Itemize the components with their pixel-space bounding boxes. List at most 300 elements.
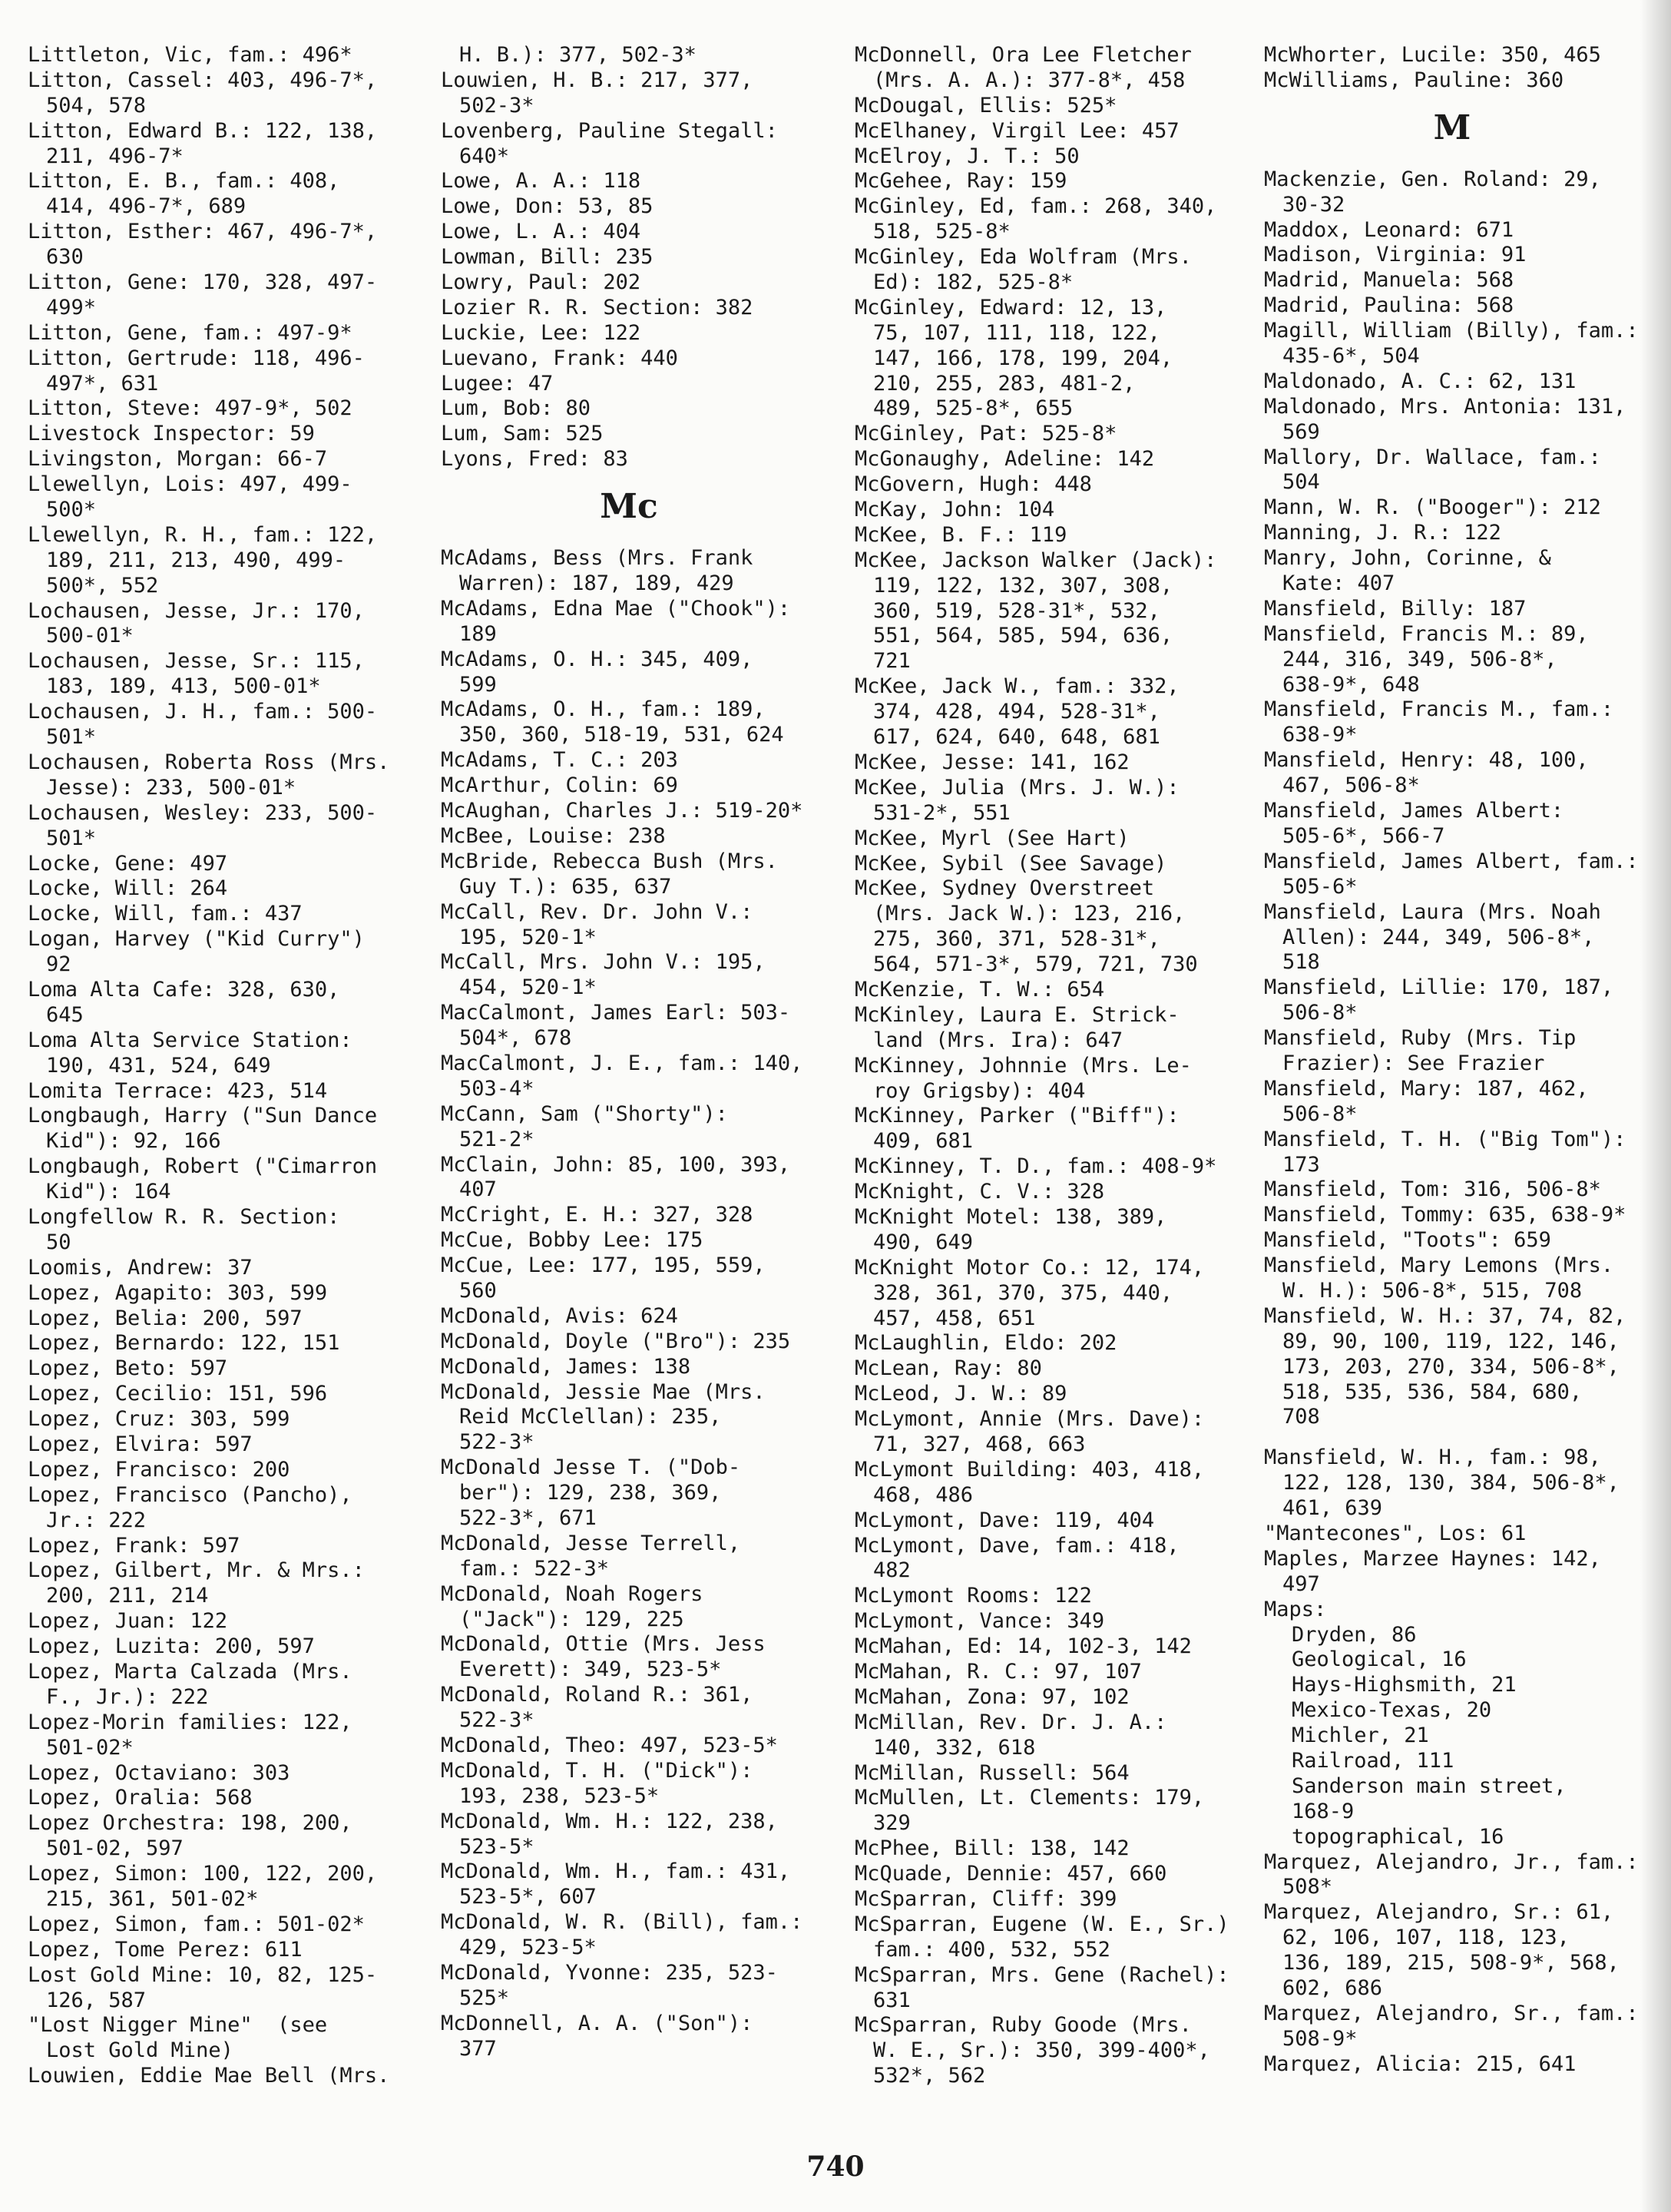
index-entry-continuation: 189 — [459, 621, 497, 646]
index-entry-continuation: 360, 519, 528-31*, 532, — [873, 598, 1160, 623]
index-entry-continuation: 211, 496-7* — [46, 144, 184, 168]
page-number: 740 — [806, 2151, 865, 2183]
index-entry: McDonald, James: 138 — [441, 1354, 691, 1379]
index-entry-continuation: 497*, 631 — [46, 371, 159, 396]
index-entry: Lopez, Elvira: 597 — [28, 1432, 253, 1456]
index-entry-continuation: Kid"): 164 — [46, 1180, 171, 1204]
index-entry-continuation: 329 — [873, 1811, 911, 1836]
index-entry: Loma Alta Cafe: 328, 630, — [28, 977, 340, 1002]
index-entry: Luckie, Lee: 122 — [441, 320, 641, 345]
index-column-4 — [1264, 43, 1671, 2078]
index-entry: Lopez, Juan: 122 — [28, 1609, 228, 1634]
index-entry-continuation: Warren): 187, 189, 429 — [459, 571, 734, 596]
index-entry: McLean, Ray: 80 — [855, 1356, 1042, 1381]
index-entry: Littleton, Vic, fam.: 496* — [28, 43, 352, 67]
index-entry-continuation: W. E., Sr.): 350, 399-400*, — [873, 2038, 1210, 2063]
index-entry-continuation: fam.: 522-3* — [459, 1556, 610, 1581]
index-entry: Lopez, Simon, fam.: 501-02* — [28, 1912, 365, 1936]
index-entry: Mann, W. R. ("Booger"): 212 — [1264, 495, 1601, 520]
index-entry-continuation: ("Jack"): 129, 225 — [459, 1607, 684, 1631]
index-entry: McKay, John: 104 — [855, 498, 1055, 522]
index-entry: "Mantecones", Los: 61 — [1264, 1521, 1527, 1545]
index-entry: Manry, John, Corinne, & — [1264, 546, 1551, 571]
index-entry-continuation: Mexico-Texas, 20 — [1292, 1698, 1492, 1723]
line-gap — [1264, 1430, 1671, 1445]
index-entry: McDonald, Theo: 497, 523-5* — [441, 1734, 778, 1757]
index-entry-continuation: (Mrs. Jack W.): 123, 216, — [873, 902, 1186, 926]
index-entry: Locke, Will, fam.: 437 — [28, 902, 303, 926]
index-entry-continuation: Dryden, 86 — [1292, 1622, 1417, 1647]
index-entry-continuation: Kid"): 92, 166 — [46, 1129, 221, 1154]
index-entry: McSparran, Mrs. Gene (Rachel): — [855, 1962, 1229, 1987]
index-entry: Lomita Terrace: 423, 514 — [28, 1078, 328, 1103]
index-entry: McLymont, Annie (Mrs. Dave): — [855, 1407, 1205, 1432]
index-entry: McWhorter, Lucile: 350, 465 — [1264, 43, 1601, 67]
index-entry-continuation: 173, 203, 270, 334, 506-8*, — [1282, 1354, 1620, 1379]
index-entry: McKinley, Laura E. Strick- — [855, 1002, 1180, 1027]
index-entry: Mansfield, James Albert, fam.: — [1264, 849, 1639, 873]
index-column-1 — [28, 43, 435, 2089]
index-entry: McCall, Mrs. John V.: 195, — [441, 950, 766, 975]
index-entry-continuation: 551, 564, 585, 594, 636, — [873, 624, 1173, 648]
index-entry: McCall, Rev. Dr. John V.: — [441, 899, 753, 924]
index-entry: Louwien, H. B.: 217, 377, — [441, 68, 753, 92]
index-entry-continuation: 525* — [459, 1985, 510, 2010]
index-entry-continuation: 183, 189, 413, 500-01* — [46, 674, 321, 699]
index-entry-continuation: 275, 360, 371, 528-31*, — [873, 927, 1160, 952]
index-entry: McMahan, Ed: 14, 102-3, 142 — [855, 1634, 1192, 1659]
index-entry-continuation: 518 — [1282, 950, 1320, 975]
index-entry: Lovenberg, Pauline Stegall: — [441, 118, 778, 143]
index-entry: Llewellyn, R. H., fam.: 122, — [28, 522, 378, 547]
index-entry: Mansfield, Ruby (Mrs. Tip — [1264, 1026, 1577, 1051]
index-column-2 — [441, 43, 848, 2062]
index-entry: Mansfield, Mary: 187, 462, — [1264, 1076, 1589, 1101]
index-entry: Livestock Inspector: 59 — [28, 422, 315, 446]
index-entry-continuation: 92 — [46, 952, 71, 977]
index-entry: McGonaughy, Adeline: 142 — [855, 447, 1155, 472]
index-entry-continuation: 407 — [459, 1177, 497, 1202]
section-heading: M — [1433, 108, 1471, 147]
index-entry-continuation: 140, 332, 618 — [873, 1735, 1036, 1760]
index-entry: McDonald, Ottie (Mrs. Jess — [441, 1632, 766, 1657]
index-entry: Loomis, Andrew: 37 — [28, 1255, 253, 1280]
index-entry-continuation: 564, 571-3*, 579, 721, 730 — [873, 952, 1198, 977]
index-entry: McDonald, Noah Rogers — [441, 1581, 703, 1606]
index-entry-continuation: 490, 649 — [873, 1230, 974, 1254]
index-entry: Lum, Sam: 525 — [441, 422, 604, 446]
index-entry-continuation: 502-3* — [459, 93, 534, 118]
index-entry-continuation: Reid McClellan): 235, — [459, 1405, 722, 1429]
index-entry-continuation: 89, 90, 100, 119, 122, 146, — [1282, 1329, 1620, 1353]
index-entry: MacCalmont, James Earl: 503- — [441, 1001, 791, 1025]
index-entry: McKee, Myrl (See Hart) — [855, 826, 1130, 850]
index-entry: McLaughlin, Eldo: 202 — [855, 1331, 1117, 1356]
index-entry-continuation: 30-32 — [1282, 192, 1345, 217]
index-entry-continuation: Jr.: 222 — [46, 1508, 147, 1532]
index-entry: Mallory, Dr. Wallace, fam.: — [1264, 445, 1601, 469]
index-entry: Lopez, Belia: 200, 597 — [28, 1306, 303, 1330]
index-entry-continuation: 499* — [46, 295, 97, 320]
index-entry: Lozier R. R. Section: 382 — [441, 295, 753, 320]
index-entry: Lopez, Beto: 597 — [28, 1356, 228, 1381]
index-entry: Lopez, Oralia: 568 — [28, 1786, 253, 1810]
index-entry: "Lost Nigger Mine" (see — [28, 2013, 328, 2038]
index-entry-continuation: 122, 128, 130, 384, 506-8*, — [1282, 1471, 1620, 1495]
index-entry: McKee, Sydney Overstreet — [855, 876, 1155, 901]
index-entry: McMullen, Lt. Clements: 179, — [855, 1786, 1205, 1810]
index-entry: McDonald, Jessie Mae (Mrs. — [441, 1379, 766, 1404]
index-entry-continuation: 435-6*, 504 — [1282, 344, 1420, 369]
index-entry-continuation: 429, 523-5* — [459, 1936, 597, 1960]
index-entry: Lopez, Tome Perez: 611 — [28, 1937, 303, 1962]
index-entry-continuation: 505-6* — [1282, 874, 1358, 899]
index-entry: Lowe, Don: 53, 85 — [441, 194, 654, 219]
index-entry: Lochausen, Jesse, Jr.: 170, — [28, 598, 365, 623]
index-entry-continuation: 721 — [873, 649, 911, 674]
index-entry: Lowe, A. A.: 118 — [441, 169, 641, 194]
index-entry-continuation: 508* — [1282, 1875, 1333, 1899]
index-entry: Longbaugh, Harry ("Sun Dance — [28, 1104, 378, 1128]
index-entry: Lopez, Cruz: 303, 599 — [28, 1407, 290, 1432]
index-entry: McDonald, Avis: 624 — [441, 1303, 678, 1328]
index-entry-continuation: 630 — [46, 245, 84, 270]
index-entry: Litton, Cassel: 403, 496-7*, — [28, 68, 378, 92]
index-entry-continuation: 506-8* — [1282, 1101, 1358, 1126]
index-entry: McKinney, T. D., fam.: 408-9* — [855, 1154, 1217, 1179]
index-entry: Lochausen, Roberta Ross (Mrs. — [28, 750, 390, 774]
index-entry-continuation: 215, 361, 501-02* — [46, 1887, 259, 1912]
index-entry: Lochausen, Wesley: 233, 500- — [28, 800, 378, 825]
index-entry-continuation: 501-02, 597 — [46, 1836, 184, 1861]
index-entry-continuation: 518, 525-8* — [873, 220, 1011, 244]
index-entry-continuation: 147, 166, 178, 199, 204, — [873, 346, 1173, 370]
index-entry: Lopez-Morin families: 122, — [28, 1710, 352, 1734]
index-entry: Maddox, Leonard: 671 — [1264, 217, 1514, 242]
index-entry-continuation: 599 — [459, 672, 497, 697]
index-entry: Lopez, Gilbert, Mr. & Mrs.: — [28, 1558, 365, 1583]
index-entry: Mansfield, W. H.: 37, 74, 82, — [1264, 1303, 1626, 1328]
index-entry-continuation: 560 — [459, 1278, 497, 1303]
index-entry-continuation: 638-9*, 648 — [1282, 672, 1420, 697]
index-entry: McLymont Building: 403, 418, — [855, 1457, 1205, 1482]
index-entry: Lowman, Bill: 235 — [441, 245, 654, 270]
index-entry: Lochausen, J. H., fam.: 500- — [28, 700, 378, 724]
index-entry: McAdams, Bess (Mrs. Frank — [441, 546, 753, 571]
index-entry: McArthur, Colin: 69 — [441, 773, 678, 798]
index-entry: McDonald Jesse T. ("Dob- — [441, 1455, 741, 1480]
index-entry: Logan, Harvey ("Kid Curry") — [28, 927, 365, 952]
index-entry: Lopez, Agapito: 303, 599 — [28, 1280, 328, 1305]
index-entry: Maldonado, Mrs. Antonia: 131, — [1264, 394, 1626, 419]
index-entry: McCue, Bobby Lee: 175 — [441, 1228, 703, 1253]
index-entry: Lochausen, Jesse, Sr.: 115, — [28, 649, 365, 674]
index-entry: Lopez, Frank: 597 — [28, 1533, 240, 1558]
index-entry-continuation: 504 — [1282, 470, 1320, 495]
index-entry-continuation: land (Mrs. Ira): 647 — [873, 1028, 1123, 1052]
index-entry: Llewellyn, Lois: 497, 499- — [28, 472, 352, 497]
index-entry: Mansfield, Tom: 316, 506-8* — [1264, 1177, 1601, 1202]
index-column-3 — [855, 43, 1262, 2089]
index-entry: McMillan, Russell: 564 — [855, 1760, 1130, 1785]
index-entry: Marquez, Alicia: 215, 641 — [1264, 2051, 1577, 2076]
index-entry: Loma Alta Service Station: — [28, 1028, 352, 1052]
index-entry: Mansfield, T. H. ("Big Tom"): — [1264, 1127, 1626, 1151]
index-entry-continuation: 136, 189, 215, 508-9*, 568, — [1282, 1951, 1620, 1975]
index-entry: Maldonado, A. C.: 62, 131 — [1264, 369, 1577, 393]
index-entry: McKee, Jack W., fam.: 332, — [855, 674, 1180, 699]
index-entry: McDonald, Yvonne: 235, 523- — [441, 1961, 778, 1985]
index-entry-continuation: 501-02* — [46, 1735, 134, 1760]
index-entry: Locke, Will: 264 — [28, 876, 228, 901]
index-entry-continuation: Hays-Highsmith, 21 — [1292, 1673, 1517, 1697]
index-entry: McKinney, Parker ("Biff"): — [855, 1104, 1180, 1128]
index-entry: Marquez, Alejandro, Sr., fam.: — [1264, 2001, 1639, 2025]
index-entry-continuation: 489, 525-8*, 655 — [873, 396, 1074, 421]
index-entry: McKee, Sybil (See Savage) — [855, 851, 1167, 876]
index-entry: Lopez, Bernardo: 122, 151 — [28, 1331, 340, 1356]
index-entry: McDonald, W. R. (Bill), fam.: — [441, 1910, 803, 1935]
index-entry: McDonald, Jesse Terrell, — [441, 1531, 741, 1555]
index-entry-continuation: ber"): 129, 238, 369, — [459, 1481, 722, 1505]
index-entry: Mansfield, Francis M., fam.: — [1264, 697, 1614, 722]
index-entry-continuation: 468, 486 — [873, 1482, 974, 1507]
index-entry: McWilliams, Pauline: 360 — [1264, 68, 1564, 92]
index-entry: McKenzie, T. W.: 654 — [855, 977, 1105, 1002]
index-entry-continuation: 532*, 562 — [873, 2064, 986, 2088]
index-entry: Madrid, Paulina: 568 — [1264, 293, 1514, 318]
index-entry-continuation: Jesse): 233, 500-01* — [46, 775, 296, 800]
index-entry-continuation: 522-3* — [459, 1430, 534, 1455]
index-entry: Lyons, Fred: 83 — [441, 447, 628, 472]
index-entry: Mansfield, Francis M.: 89, — [1264, 621, 1589, 646]
section-heading: Mc — [600, 487, 658, 527]
index-entry-continuation: 505-6*, 566-7 — [1282, 823, 1445, 848]
index-entry: Lopez, Simon: 100, 122, 200, — [28, 1862, 378, 1886]
index-entry: McDonnell, A. A. ("Son"): — [441, 2011, 753, 2035]
index-entry: McCright, E. H.: 327, 328 — [441, 1203, 753, 1227]
index-entry: McAdams, O. H., fam.: 189, — [441, 697, 766, 722]
index-entry: McBride, Rebecca Bush (Mrs. — [441, 849, 778, 873]
index-entry-continuation: Allen): 244, 349, 506-8*, — [1282, 925, 1595, 949]
index-entry: McMillan, Rev. Dr. J. A.: — [855, 1710, 1167, 1734]
index-entry: Litton, Edward B.: 122, 138, — [28, 118, 378, 143]
index-entry-continuation: 482 — [873, 1558, 911, 1583]
index-entry-continuation: Ed): 182, 525-8* — [873, 270, 1074, 295]
index-entry-continuation: 461, 639 — [1282, 1496, 1383, 1521]
index-entry-continuation: 522-3* — [459, 1708, 534, 1733]
index-entry: Marquez, Alejandro, Jr., fam.: — [1264, 1849, 1639, 1874]
index-entry: McPhee, Bill: 138, 142 — [855, 1836, 1130, 1861]
index-entry: McAdams, O. H.: 345, 409, — [441, 647, 753, 671]
index-entry-continuation: 62, 106, 107, 118, 123, — [1282, 1926, 1570, 1950]
index-entry-continuation: Guy T.): 635, 637 — [459, 874, 672, 899]
index-entry-continuation: 522-3*, 671 — [459, 1505, 597, 1530]
index-entry: McDonald, T. H. ("Dick"): — [441, 1758, 753, 1783]
index-entry: Lost Gold Mine: 10, 82, 125- — [28, 1962, 378, 1987]
index-entry-continuation: (Mrs. A. A.): 377-8*, 458 — [873, 68, 1186, 92]
index-entry-continuation: 173 — [1282, 1152, 1320, 1177]
index-entry: McElroy, J. T.: 50 — [855, 144, 1080, 168]
index-entry-continuation: 75, 107, 111, 118, 122, — [873, 320, 1160, 345]
index-entry-continuation: fam.: 400, 532, 552 — [873, 1937, 1110, 1962]
index-entry: Litton, Gertrude: 118, 496- — [28, 346, 365, 370]
index-entry: McAughan, Charles J.: 519-20* — [441, 799, 803, 823]
index-entry-continuation: 328, 361, 370, 375, 440, — [873, 1280, 1173, 1305]
index-entry-continuation: 409, 681 — [873, 1129, 974, 1154]
index-entry-continuation: 497 — [1282, 1571, 1320, 1596]
index-entry-continuation: 454, 520-1* — [459, 975, 597, 1000]
index-entry: McSparran, Eugene (W. E., Sr.) — [855, 1912, 1229, 1936]
index-entry-continuation: Michler, 21 — [1292, 1724, 1429, 1748]
index-entry: Luevano, Frank: 440 — [441, 346, 678, 370]
index-entry-continuation: 126, 587 — [46, 1988, 147, 2012]
index-entry: Litton, Steve: 497-9*, 502 — [28, 396, 352, 421]
index-entry-continuation: 503-4* — [459, 1076, 534, 1101]
index-entry-continuation: 210, 255, 283, 481-2, — [873, 371, 1136, 396]
index-entry: Lopez, Marta Calzada (Mrs. — [28, 1660, 352, 1684]
index-entry: Mansfield, Henry: 48, 100, — [1264, 748, 1589, 773]
index-entry: Marquez, Alejandro, Sr.: 61, — [1264, 1900, 1614, 1925]
index-entry: McSparran, Ruby Goode (Mrs. — [855, 2013, 1192, 2038]
index-entry: McDougal, Ellis: 525* — [855, 93, 1117, 118]
index-entry: Madison, Virginia: 91 — [1264, 243, 1527, 267]
index-entry: McLymont Rooms: 122 — [855, 1584, 1092, 1608]
index-entry-continuation: 119, 122, 132, 307, 308, — [873, 573, 1173, 598]
index-entry: McLymont, Dave, fam.: 418, — [855, 1533, 1180, 1558]
index-entry-continuation: 645 — [46, 1002, 84, 1027]
index-entry-continuation: 50 — [46, 1230, 71, 1254]
index-entry: McMahan, R. C.: 97, 107 — [855, 1660, 1142, 1684]
index-entry-continuation: 569 — [1282, 419, 1320, 444]
index-entry: Lum, Bob: 80 — [441, 396, 591, 421]
index-entry: McKee, Julia (Mrs. J. W.): — [855, 775, 1180, 800]
index-entry-continuation: 500*, 552 — [46, 573, 159, 598]
index-entry: McGinley, Edward: 12, 13, — [855, 295, 1167, 320]
index-entry-continuation: 500-01* — [46, 624, 134, 648]
index-entry: McAdams, Edna Mae ("Chook"): — [441, 596, 791, 621]
index-entry: Mansfield, James Albert: — [1264, 799, 1564, 823]
index-entry: Lopez, Francisco: 200 — [28, 1457, 290, 1482]
index-entry: McDonald, Roland R.: 361, — [441, 1683, 753, 1707]
index-entry-continuation: 467, 506-8* — [1282, 773, 1420, 798]
index-entry: McMahan, Zona: 97, 102 — [855, 1684, 1130, 1709]
index-entry: Lopez Orchestra: 198, 200, — [28, 1811, 352, 1836]
index-entry-continuation: 640* — [459, 144, 510, 168]
index-entry: McGinley, Eda Wolfram (Mrs. — [855, 245, 1192, 270]
index-entry-continuation: 71, 327, 468, 663 — [873, 1432, 1086, 1456]
index-entry: Mansfield, W. H., fam.: 98, — [1264, 1445, 1601, 1470]
index-entry-continuation: 521-2* — [459, 1127, 534, 1151]
index-entry: McElhaney, Virgil Lee: 457 — [855, 118, 1180, 143]
index-entry: McKee, B. F.: 119 — [855, 522, 1067, 547]
index-entry-continuation: Lost Gold Mine) — [46, 2038, 233, 2063]
index-entry: Maples, Marzee Haynes: 142, — [1264, 1546, 1601, 1571]
index-entry: Lopez, Octaviano: 303 — [28, 1760, 290, 1785]
index-entry-continuation: 168-9 — [1292, 1799, 1355, 1823]
index-entry: Mansfield, Laura (Mrs. Noah — [1264, 899, 1601, 924]
index-entry: McKee, Jesse: 141, 162 — [855, 750, 1130, 774]
index-entry-continuation: W. H.): 506-8*, 515, 708 — [1282, 1278, 1583, 1303]
index-entry: Mackenzie, Gen. Roland: 29, — [1264, 167, 1601, 191]
index-entry-continuation: 523-5* — [459, 1834, 534, 1859]
index-entry-continuation: 374, 428, 494, 528-31*, — [873, 700, 1160, 724]
index-entry-continuation: 457, 458, 651 — [873, 1306, 1036, 1330]
index-entry-continuation: 200, 211, 214 — [46, 1584, 209, 1608]
index-entry: Lugee: 47 — [441, 371, 554, 396]
index-entry: Litton, Esther: 467, 496-7*, — [28, 220, 378, 244]
index-entry: Magill, William (Billy), fam.: — [1264, 319, 1639, 343]
index-entry-continuation: 501* — [46, 725, 97, 750]
index-entry: Lowry, Paul: 202 — [441, 270, 641, 295]
index-entry: McKnight, C. V.: 328 — [855, 1180, 1105, 1204]
index-entry-continuation: 244, 316, 349, 506-8*, — [1282, 647, 1557, 671]
index-entry-continuation: H. B.): 377, 502-3* — [459, 43, 697, 67]
index-entry: McGinley, Pat: 525-8* — [855, 422, 1117, 446]
index-entry: McCue, Lee: 177, 195, 559, — [441, 1253, 766, 1278]
index-entry-continuation: 531-2*, 551 — [873, 800, 1011, 825]
index-entry: Lowe, L. A.: 404 — [441, 220, 641, 244]
index-entry-continuation: Geological, 16 — [1292, 1647, 1467, 1672]
index-entry: McDonald, Wm. H.: 122, 238, — [441, 1809, 778, 1833]
index-entry: McLeod, J. W.: 89 — [855, 1382, 1067, 1406]
index-entry: McGovern, Hugh: 448 — [855, 472, 1092, 497]
index-entry: Longbaugh, Robert ("Cimarron — [28, 1154, 378, 1179]
index-entry: Mansfield, Tommy: 635, 638-9* — [1264, 1203, 1626, 1227]
index-entry: McClain, John: 85, 100, 393, — [441, 1152, 791, 1177]
index-entry: McKinney, Johnnie (Mrs. Le- — [855, 1053, 1192, 1078]
index-entry: Livingston, Morgan: 66-7 — [28, 447, 328, 472]
index-entry: Mansfield, Billy: 187 — [1264, 596, 1527, 621]
index-entry: Maps: — [1264, 1597, 1327, 1621]
index-entry: McDonald, Doyle ("Bro"): 235 — [441, 1329, 791, 1353]
index-entry-continuation: 602, 686 — [1282, 1976, 1383, 2001]
index-entry: McLymont, Vance: 349 — [855, 1609, 1105, 1634]
index-entry-continuation: 193, 238, 523-5* — [459, 1783, 660, 1808]
index-entry: Manning, J. R.: 122 — [1264, 521, 1501, 545]
index-entry-continuation: Frazier): See Frazier — [1282, 1051, 1545, 1075]
index-entry-continuation: 506-8* — [1282, 1001, 1358, 1025]
index-entry: Mansfield, Lillie: 170, 187, — [1264, 975, 1614, 1000]
index-entry-continuation: 501* — [46, 826, 97, 850]
index-entry-continuation: topographical, 16 — [1292, 1824, 1504, 1849]
index-entry-continuation: 631 — [873, 1988, 911, 2012]
index-entry-continuation: 500* — [46, 498, 97, 522]
index-entry: McSparran, Cliff: 399 — [855, 1887, 1117, 1912]
index-entry-continuation: 518, 535, 536, 584, 680, — [1282, 1379, 1583, 1404]
index-entry: McKnight Motel: 138, 389, — [855, 1204, 1167, 1229]
index-entry-continuation: 189, 211, 213, 490, 499- — [46, 548, 346, 572]
index-entry: Litton, Gene, fam.: 497-9* — [28, 320, 352, 345]
index-entry: Locke, Gene: 497 — [28, 851, 228, 876]
index-entry-continuation: F., Jr.): 222 — [46, 1684, 209, 1709]
index-entry: Louwien, Eddie Mae Bell (Mrs. — [28, 2064, 390, 2088]
index-entry: McDonald, Wm. H., fam.: 431, — [441, 1859, 791, 1884]
index-entry-continuation: 195, 520-1* — [459, 925, 597, 949]
index-entry-continuation: Everett): 349, 523-5* — [459, 1657, 722, 1682]
index-entry-continuation: Railroad, 111 — [1292, 1749, 1454, 1773]
index-entry: McQuade, Dennie: 457, 660 — [855, 1862, 1167, 1886]
index-entry: McKee, Jackson Walker (Jack): — [855, 548, 1217, 572]
index-entry: McGinley, Ed, fam.: 268, 340, — [855, 194, 1217, 219]
index-entry: Lopez, Luzita: 200, 597 — [28, 1634, 315, 1659]
index-entry: McDonnell, Ora Lee Fletcher — [855, 43, 1192, 67]
index-entry-continuation: roy Grigsby): 404 — [873, 1078, 1086, 1103]
index-entry: MacCalmont, J. E., fam.: 140, — [441, 1051, 803, 1075]
index-entry: McBee, Louise: 238 — [441, 823, 666, 848]
index-entry: Madrid, Manuela: 568 — [1264, 268, 1514, 293]
index-entry-continuation: 523-5*, 607 — [459, 1885, 597, 1909]
